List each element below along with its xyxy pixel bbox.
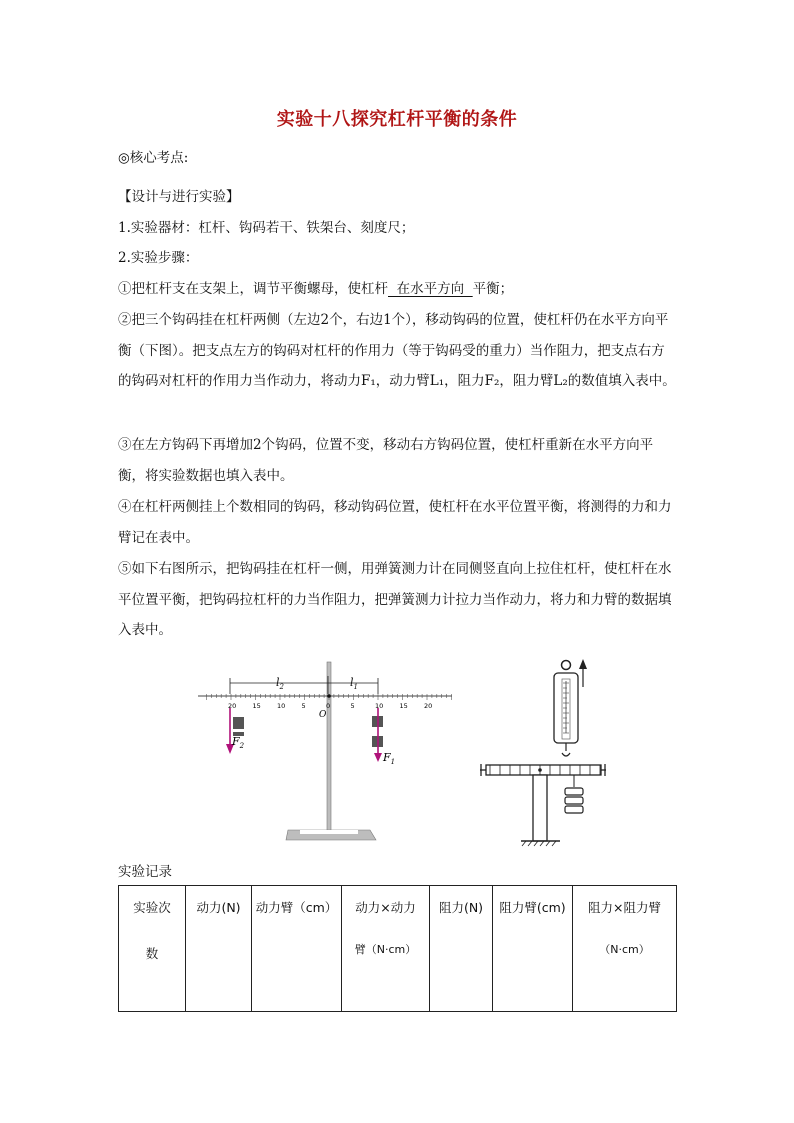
pivot-label: O [319,710,327,720]
lever-tick-label: 20 [424,702,433,710]
page-title: 实验十八探究杠杆平衡的条件 [276,109,518,130]
lever-tick-label: 5 [350,702,355,710]
support-post [533,775,547,841]
equipment-line: 1.实验器材：杠杆、钩码若干、铁架台、刻度尺； [118,220,415,236]
step-3: ③在左方钩码下再增加2个钩码，位置不变，移动右方钩码位置，使杠杆重新在水平方向平衡，将实验数据也填入表中。 [118,437,654,484]
step-1-blank-answer: 在水平方向 [388,281,473,297]
pivot-point [327,694,331,698]
lever-balance-figure [190,658,460,848]
lever-tick-label: 15 [252,702,261,710]
header-load-arm: 阻力臂(cm) [493,886,573,1012]
hang-weight [565,788,583,795]
header-effort-arm: 动力臂（cm） [252,886,342,1012]
section-heading: 【设计与进行实验】 [118,189,240,205]
step-4: ④在杠杆两侧挂上个数相同的钩码，移动钩码位置，使杠杆在水平位置平衡，将测得的力和力臂记在表中。 [118,499,672,546]
lever-tick-label: 20 [228,702,237,710]
spring-scale-lever-figure [478,655,608,855]
lever-tick-label: 5 [301,702,306,710]
table-caption: 实验记录 [118,864,172,880]
f1-label: $F_1$ [383,751,396,766]
scale-hook [562,743,570,756]
step-1-text: ①把杠杆支在支架上，调节平衡螺母，使杠杆 [118,281,388,297]
steps-heading: 2.实验步骤： [118,250,199,266]
hang-weight-2 [565,797,583,804]
beam-pivot [538,768,542,772]
step-5: ⑤如下右图所示，把钩码挂在杠杆一侧，用弹簧测力计在同侧竖直向上拉住杠杆，使杠杆在水平位置平衡，把钩码拉杠杆的力当作阻力，把弹簧测力计拉力当作动力，将力和力臂的数据填入表中。 [118,561,672,638]
header-trial-number: 实验次 数 [119,886,186,1012]
hang-weight-3 [565,806,583,813]
f1-arrow-head [374,753,382,762]
lever-tick-label: 0 [326,702,331,710]
l2-label: $l_2$ [276,676,284,691]
left-hook-weight [233,717,244,729]
step-2: ②把三个钩码挂在杠杆两侧（左边2个，右边1个），移动钩码的位置，使杠杆仍在水平方向平衡（下图）。把支点左方的钩码对杠杆的作用力（等于钩码受的重力）当作阻力，把支点右方的钩码对杠杆的作用力当作动力，将动力F₁，动力臂L₁，阻力F₂，阻力臂L₂的数值填入表中。 [118,312,676,389]
lever-beam [486,765,601,775]
scale-ring [562,661,571,670]
step-1-tail: 平衡； [472,281,514,297]
f2-label: $F_2$ [232,735,245,750]
header-effort-force: 动力(N) [186,886,252,1012]
stand-base-notch [300,830,358,834]
core-points-label: ◎核心考点: [118,150,189,166]
lever-tick-label: 15 [399,702,408,710]
header-load-product: 阻力×阻力臂 （N·cm） [573,886,677,1012]
header-load-force: 阻力(N) [430,886,493,1012]
l1-label: $l_1$ [350,676,358,691]
experiment-record-table [118,885,677,1012]
lever-tick-label: 10 [375,702,384,710]
lever-tick-label: 10 [277,702,286,710]
step-1 [118,274,513,304]
header-effort-product: 动力×动力 臂（N·cm） [342,886,430,1012]
